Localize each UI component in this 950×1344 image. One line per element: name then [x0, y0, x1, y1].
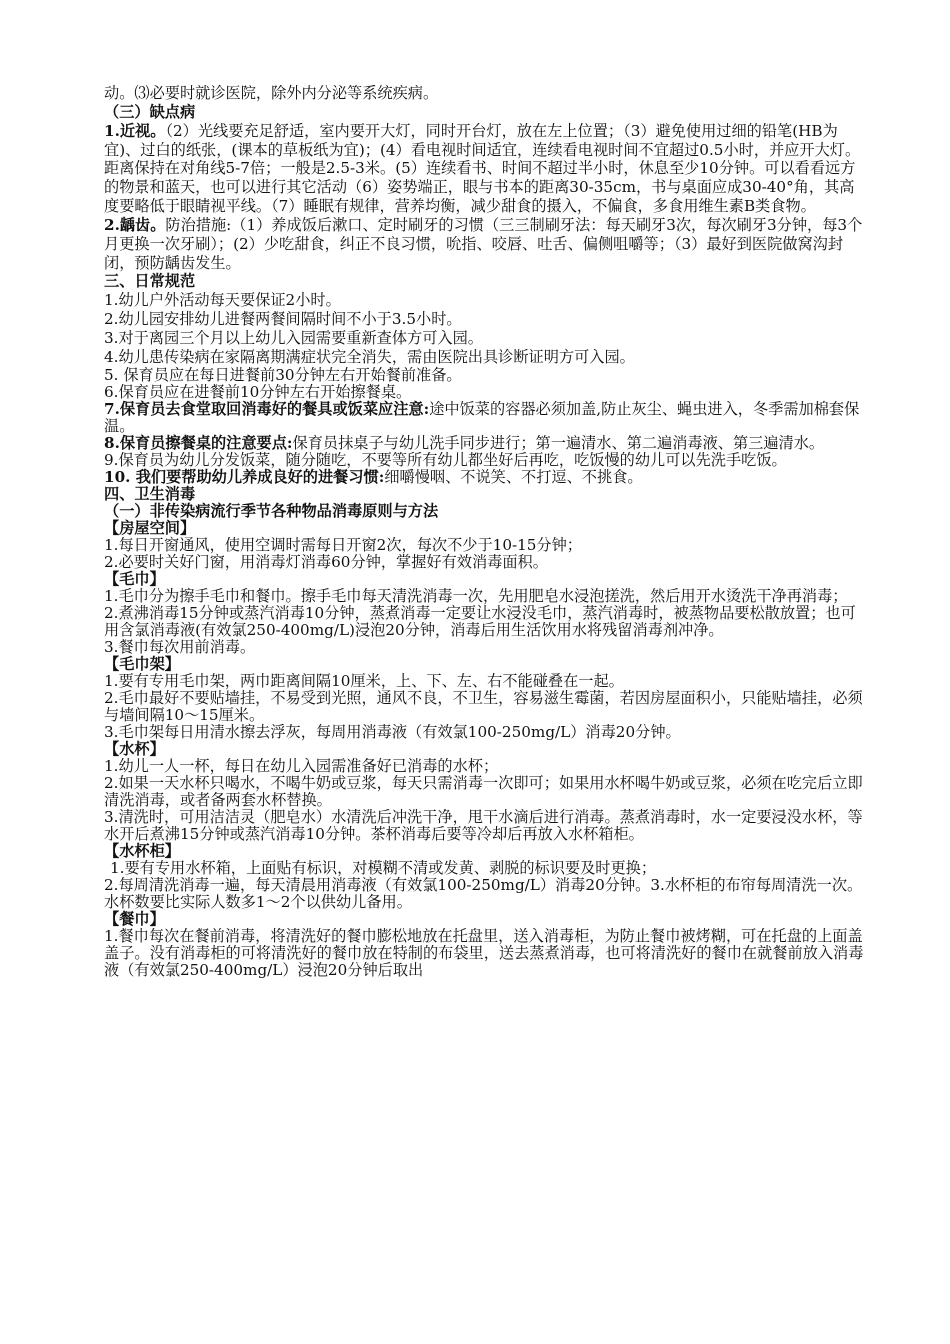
list-item	[104, 469, 864, 486]
document-page	[104, 84, 864, 979]
list-item-lead: 7.保育员去食堂取回消毒好的餐具或饭菜应注意:	[104, 399, 430, 418]
list-item: 3.对于离园三个月以上幼儿入园需要重新查体方可入园。	[104, 328, 483, 347]
list-item: 2.幼儿园安排幼儿进餐两餐间隔时间不小于3.5小时。	[104, 310, 462, 329]
list-item: 1.餐巾每次在餐前消毒，将清洗好的餐巾膨松地放在托盘里，送入消毒柜，为防止餐巾被烤糊，可在托盘的上面盖盖子。没有消毒柜的可将清洗好的餐巾放在特制的布袋里，送去蒸煮消毒，也可将清洗好的餐巾在就餐前放入消毒液（有效氯250-400mg/L）浸泡20分钟后取出	[104, 927, 864, 980]
list-item: 1.要有专用毛巾架，两巾距离间隔10厘米，上、下、左、右不能碰叠在一起。	[104, 671, 624, 690]
bracket-heading: 【餐巾】	[104, 910, 165, 929]
bracket-heading: 【水杯柜】	[104, 842, 180, 861]
list-item: 9.保育员为幼儿分发饭菜，随分随吃，不要等所有幼儿都坐好后再吃，吃饭慢的幼儿可以先洗手吃饭。	[104, 450, 787, 469]
paragraph-lead: 2.龋齿。	[104, 215, 166, 234]
list-item: 3.清洗时，可用洁洁灵（肥皂水）水清洗后冲洗干净，甩干水滴后进行消毒。蒸煮消毒时，水一定要浸没水杯，等水开后煮沸15分钟或蒸汽消毒10分钟。茶杯消毒后要等冷却后再放入水杯箱柜。	[104, 808, 863, 844]
section-heading: （三）缺点病	[104, 102, 196, 121]
list-item-lead: 10. 我们要帮助幼儿养成良好的进餐习惯:	[104, 467, 385, 486]
list-item: 4.幼儿患传染病在家隔离期满症状完全消失，需由医院出具诊断证明方可入园。	[104, 347, 635, 366]
list-item-lead: 8.保育员擦餐桌的注意要点:	[104, 433, 293, 452]
list-item-body: 细嚼慢咽、不说笑、不打逗、不挑食。	[384, 467, 643, 486]
list-item: 2.煮沸消毒15分钟或蒸汽消毒10分钟，蒸煮消毒一定要让水浸没毛巾，蒸汽消毒时，被蒸物品要松散放置；也可用含氯消毒液(有效氯250-400mg/L)浸泡20分钟，消毒后用生活饮用水将残留消毒剂冲净。	[104, 603, 856, 639]
list-item: 1.幼儿户外活动每天要保证2小时。	[104, 291, 341, 310]
list-item	[104, 401, 864, 435]
list-item: 1.要有专用水杯箱，上面贴有标识，对模糊不清或发黄、剥脱的标识要及时更换；	[110, 859, 657, 878]
bracket-heading: 【水杯】	[104, 740, 165, 758]
bracket-heading: 【毛巾】	[104, 569, 165, 588]
paragraph-lead: 1.近视。	[104, 121, 166, 140]
subsection-heading: （一）非传染病流行季节各种物品消毒原则与方法	[104, 501, 439, 520]
list-item: 2.必要时关好门窗，用消毒灯消毒60分钟，掌握好有效消毒面积。	[104, 552, 548, 571]
list-item: 1.毛巾分为擦手毛巾和餐巾。擦手毛巾每天清洗消毒一次，先用肥皂水浸泡搓洗，然后用开水烫洗干净再消毒；	[104, 586, 848, 605]
paragraph-myopia	[104, 122, 864, 216]
list-item: 2.如果一天水杯只喝水，不喝牛奶或豆浆，每天只需消毒一次即可；如果用水杯喝牛奶或豆浆，必须在吃完后立即清洗消毒，或者备两套水杯替换。	[104, 774, 863, 810]
list-item-body: 保育员抹桌子与幼儿洗手同步进行；第一遍清水、第二遍消毒液、第三遍清水。	[292, 433, 825, 452]
list-item: 1.幼儿一人一杯，每日在幼儿入园需准备好已消毒的水杯；	[104, 757, 499, 776]
list-item: 2.毛巾最好不要贴墙挂，不易受到光照，通风不良，不卫生，容易滋生霉菌，若因房屋面积小，只能贴墙挂，必须与墙间隔10～15厘米。	[104, 688, 863, 724]
list-item: 5. 保育员应在每日进餐前30分钟左右开始餐前准备。	[104, 365, 462, 384]
paragraph-body: 防治措施:（1）养成饭后漱口、定时刷牙的习惯（三三制刷牙法：每天刷牙3次，每次刷牙3分钟，每3个月更换一次牙刷）；(2）少吃甜食，纠正不良习惯，吮指、咬唇、吐舌、偏侧咀嚼等；（3）最好到医院做窝沟封闭，预防龋齿发生。	[104, 215, 863, 272]
list-item: 3.毛巾架每日用清水擦去浮灰，每周用消毒液（有效氯100-250mg/L）消毒20分钟。	[104, 722, 681, 741]
paragraph: 动。⑶必要时就诊医院，除外内分泌等系统疾病。	[104, 84, 439, 102]
section-heading: 四、卫生消毒	[104, 484, 196, 503]
list-item: 3.餐巾每次用前消毒。	[104, 637, 256, 656]
paragraph-body: （2）光线要充足舒适，室内要开大灯，同时开台灯，放在左上位置；（3）避免使用过细的铅笔(HB为宜)、过白的纸张，(课本的草板纸为宜)；(4）看电视时间适宜，连续看电视时间不宜超过0.5小时，并应开大灯。距离保持在对角线5-7倍；一般是2.5-3米。(5）连续看书、时间不超过半小时，休息至少10分钟。可以看看远方的物景和蓝天，也可以进行其它活动（6）姿势端正，眼与书本的距离30-35cm，书与桌面应成30-40°角，其高度要略低于眼睛视平线。（7）睡眠有规律，营养均衡，减少甜食的摄入，不偏食，多食用维生素B类食物。	[104, 121, 861, 216]
list-item-body: 途中饭菜的容器必须加盖,防止灰尘、蝇虫进入，冬季需加棉套保温。	[104, 399, 860, 435]
list-item: 1.每日开窗通风，使用空调时需每日开窗2次，每次不少于10-15分钟；	[104, 535, 582, 554]
list-item	[104, 435, 864, 452]
list-item: 2.每周清洗消毒一遍，每天清晨用消毒液（有效氯100-250mg/L）消毒20分钟。3.水杯柜的布帘每周清洗一次。水杯数要比实际人数多1～2个以供幼儿备用。	[104, 876, 863, 912]
paragraph-caries	[104, 216, 864, 273]
section-heading: 三、日常规范	[104, 272, 196, 291]
list-item: 6.保育员应在进餐前10分钟左右开始擦餐桌。	[104, 382, 412, 401]
bracket-heading: 【房屋空间】	[104, 518, 196, 537]
bracket-heading: 【毛巾架】	[104, 654, 180, 673]
